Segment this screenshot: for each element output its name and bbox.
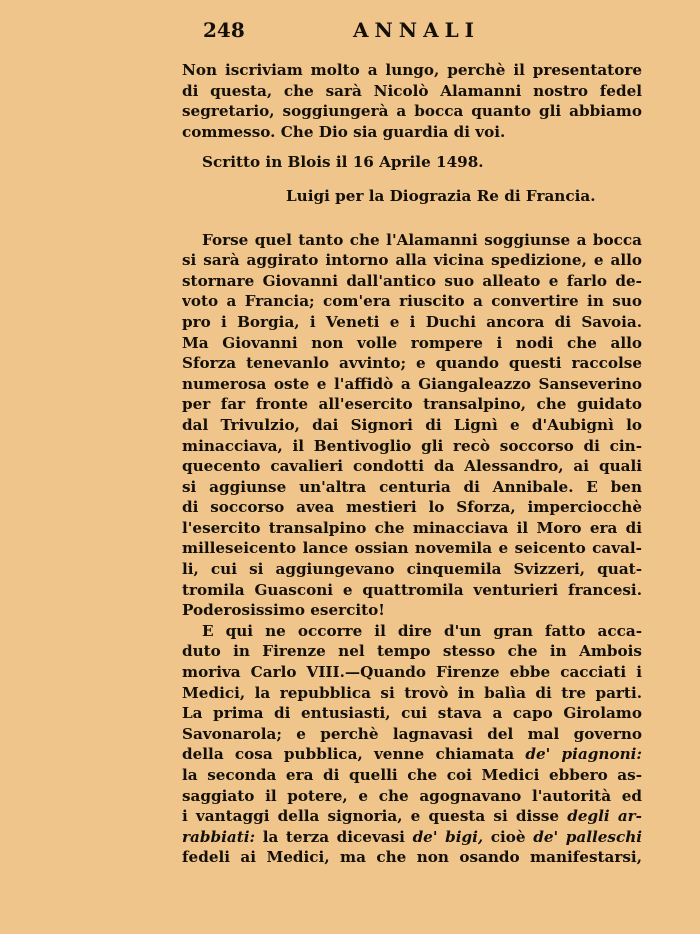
running-title: ANNALI xyxy=(353,18,481,42)
text-line: quecento cavalieri condotti da Alessandro, ai quali xyxy=(182,457,642,476)
text-line: Non iscriviam molto a lungo, perchè il presentatore xyxy=(182,61,642,79)
term-palleschi: de' palleschi xyxy=(533,827,642,846)
text-line: numerosa oste e l'affidò a Giangaleazzo Sanseverino xyxy=(182,374,642,393)
text-run: la terza dicevasi xyxy=(262,827,405,846)
text-line: la seconda era di quelli che coi Medici ebbero as- xyxy=(182,766,642,784)
dateline: Scritto in Blois il 16 Aprile 1498. xyxy=(202,153,484,172)
text-line: li, cui si aggiungevano cinquemila Svizzeri, quat- xyxy=(182,560,642,579)
paragraph-2 xyxy=(182,621,642,868)
text-line: pro i Borgia, i Veneti e i Duchi ancora di Savoia. xyxy=(182,312,642,331)
text-line: moriva Carlo VIII.—Quando Firenze ebbe cacciati i xyxy=(182,663,642,682)
text-line: E qui ne occorre il dire d'un gran fatto acca- xyxy=(202,621,642,640)
signature: Luigi per la Diograzia Re di Francia. xyxy=(286,186,596,205)
text-line: milleseicento lance ossian novemila e seicento caval- xyxy=(182,539,642,558)
text-line: minacciava, il Bentivoglio gli recò soccorso di cin- xyxy=(182,436,642,455)
term-bigi: de' bigi, xyxy=(412,827,484,846)
text-line: Savonarola; e perchè lagnavasi del mal governo xyxy=(182,724,642,743)
text-line: stornare Giovanni dall'antico suo alleato e farlo de- xyxy=(182,271,642,290)
text-line: commesso. Che Dio sia guardia di voi. xyxy=(182,122,506,141)
text-line: fedeli ai Medici, ma che non osando manifestarsi, xyxy=(182,848,642,867)
page-number: 248 xyxy=(203,18,245,42)
text-line: di soccorso avea mestieri lo Sforza, imperciocchè xyxy=(182,498,642,517)
running-header xyxy=(181,18,641,48)
text-line: saggiato il potere, e che agognavano l'autorità ed xyxy=(182,786,642,805)
text-line: duto in Firenze nel tempo stesso che in Ambois xyxy=(182,642,642,661)
text-line: dal Trivulzio, dai Signori di Lignì e d'Aubignì lo xyxy=(182,415,642,434)
text-line: si aggiunse un'altra centuria di Annibale. E ben xyxy=(182,477,642,496)
text-line: segretario, soggiungerà a bocca quanto gli abbiamo xyxy=(182,102,642,121)
text-line: tromila Guasconi e quattromila venturieri francesi. xyxy=(182,580,642,599)
text-line xyxy=(182,806,642,827)
text-run: cioè xyxy=(490,827,526,846)
text-line: di questa, che sarà Nicolò Alamanni nostro fedel xyxy=(182,81,642,100)
text-line: per far fronte all'esercito transalpino, che guidato xyxy=(182,395,642,414)
text-line: voto a Francia; com'era riuscito a convertire in suo xyxy=(182,292,642,311)
text-line: Poderosissimo esercito! xyxy=(182,601,385,620)
paragraph-1 xyxy=(182,230,642,621)
text-run: i vantaggi della signoria, e questa si disse xyxy=(182,807,560,826)
body-text xyxy=(182,60,642,868)
term-arrabbiati: degli ar- xyxy=(567,807,642,826)
text-line: La prima di entusiasti, cui stava a capo Girolamo xyxy=(182,704,642,723)
text-run: della cosa pubblica, venne chiamata xyxy=(182,745,515,764)
text-line: Forse quel tanto che l'Alamanni soggiunse a bocca xyxy=(202,230,642,249)
term-piagnoni: de' piagnoni: xyxy=(525,745,642,764)
text-line: si sarà aggirato intorno alla vicina spedizione, e allo xyxy=(182,251,642,270)
text-line xyxy=(182,744,642,765)
section-gap xyxy=(182,207,642,230)
text-line: Ma Giovanni non volle rompere i nodi che allo xyxy=(182,333,642,352)
text-line: Medici, la repubblica si trovò in balìa di tre parti. xyxy=(182,683,642,702)
text-line: Sforza tenevanlo avvinto; e quando questi raccolse xyxy=(182,354,642,373)
text-line xyxy=(182,827,642,848)
text-line: l'esercito transalpino che minacciava il Moro era di xyxy=(182,518,642,537)
term-arrabbiati: rabbiati: xyxy=(182,827,256,846)
letter-closing xyxy=(182,60,642,142)
